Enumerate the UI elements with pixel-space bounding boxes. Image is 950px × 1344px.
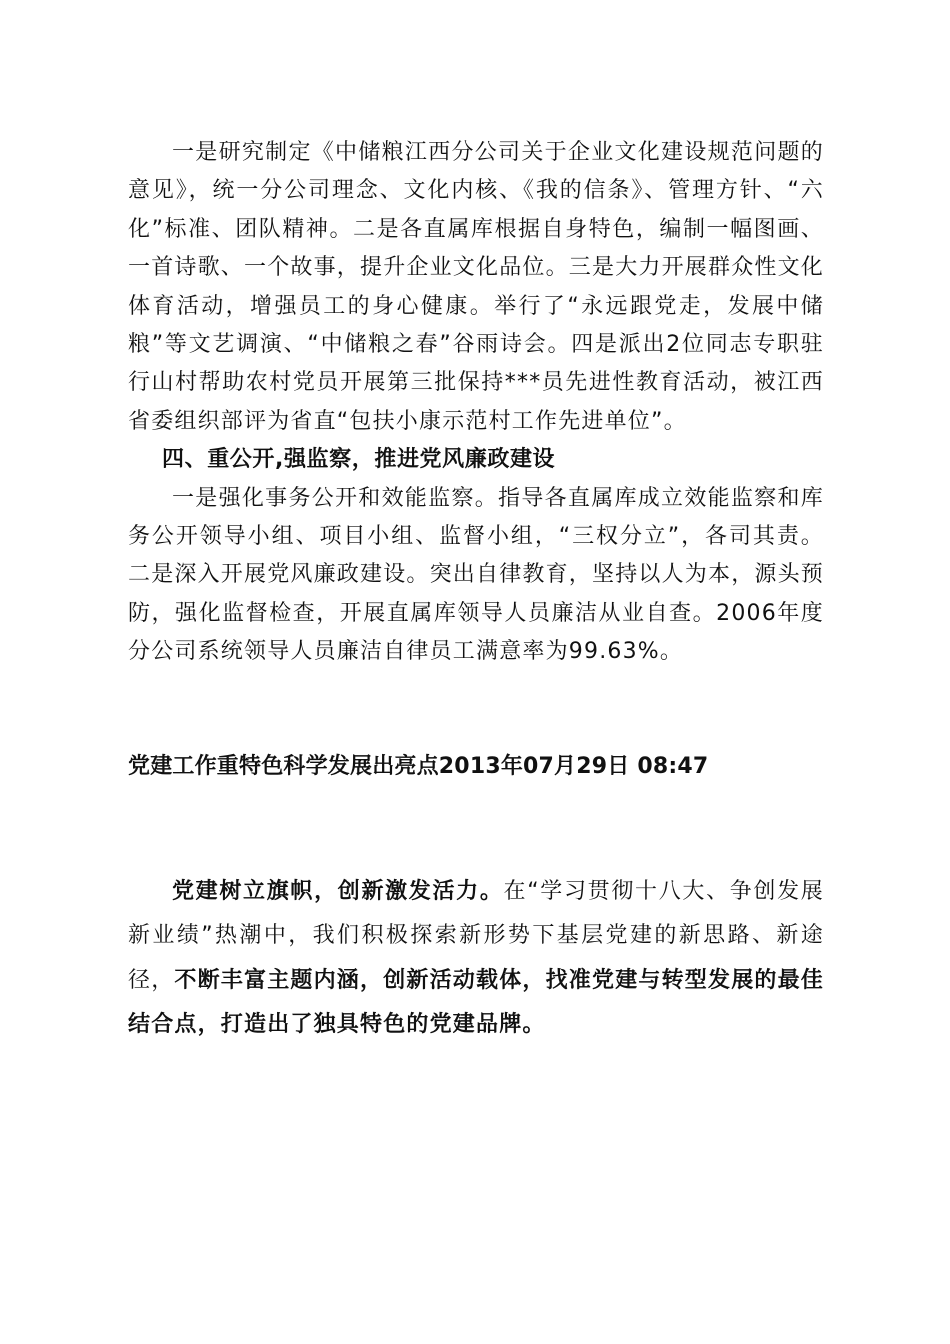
article-title: 党建工作重特色科学发展出亮点2013年07月29日 08:47: [128, 753, 709, 779]
paragraph-party-building-highlights: [128, 870, 824, 1048]
paragraph-culture-building: 一是研究制定《中储粮江西分公司关于企业文化建设规范问题的意见》，统一分公司理念、文化内核、《我的信条》、管理方针、“六化”标准、团队精神。二是各直属库根据自身特色，编制一幅图画、一首诗歌、一个故事，提升企业文化品位。三是大力开展群众性文化体育活动，增强员工的身心健康。举行了“永远跟党走，发展中储粮”等文艺调演、“中储粮之春”谷雨诗会。四是派出2位同志专职驻行山村帮助农村党员开展第三批保持***员先进性教育活动，被江西省委组织部评为省直“包扶小康示范村工作先进单位”。: [128, 140, 825, 434]
lead-bold-text: 党建树立旗帜，创新激发活力。: [172, 878, 504, 904]
paragraph-integrity-supervision: 一是强化事务公开和效能监察。指导各直属库成立效能监察和库务公开领导小组、项目小组、监督小组，“三权分立”，各司其责。二是深入开展党风廉政建设。突出自律教育，坚持以人为本，源头预防，强化监督检查，开展直属库领导人员廉洁从业自查。2006年度分公司系统领导人员廉洁自律员工满意率为99.63%。: [128, 485, 825, 665]
tail-bold-text: 不断丰富主题内涵，创新活动载体，找准党建与转型发展的最佳结合点，打造出了独具特色的党建品牌。: [128, 967, 825, 1038]
body-text: 在“学习贯彻十八大、争创发展新业绩”热潮中，我们积极探索新形势下基层党建的新思路、新途径，: [128, 878, 824, 993]
section-heading-four: 四、重公开,强监察，推进党风廉政建设: [162, 447, 556, 473]
